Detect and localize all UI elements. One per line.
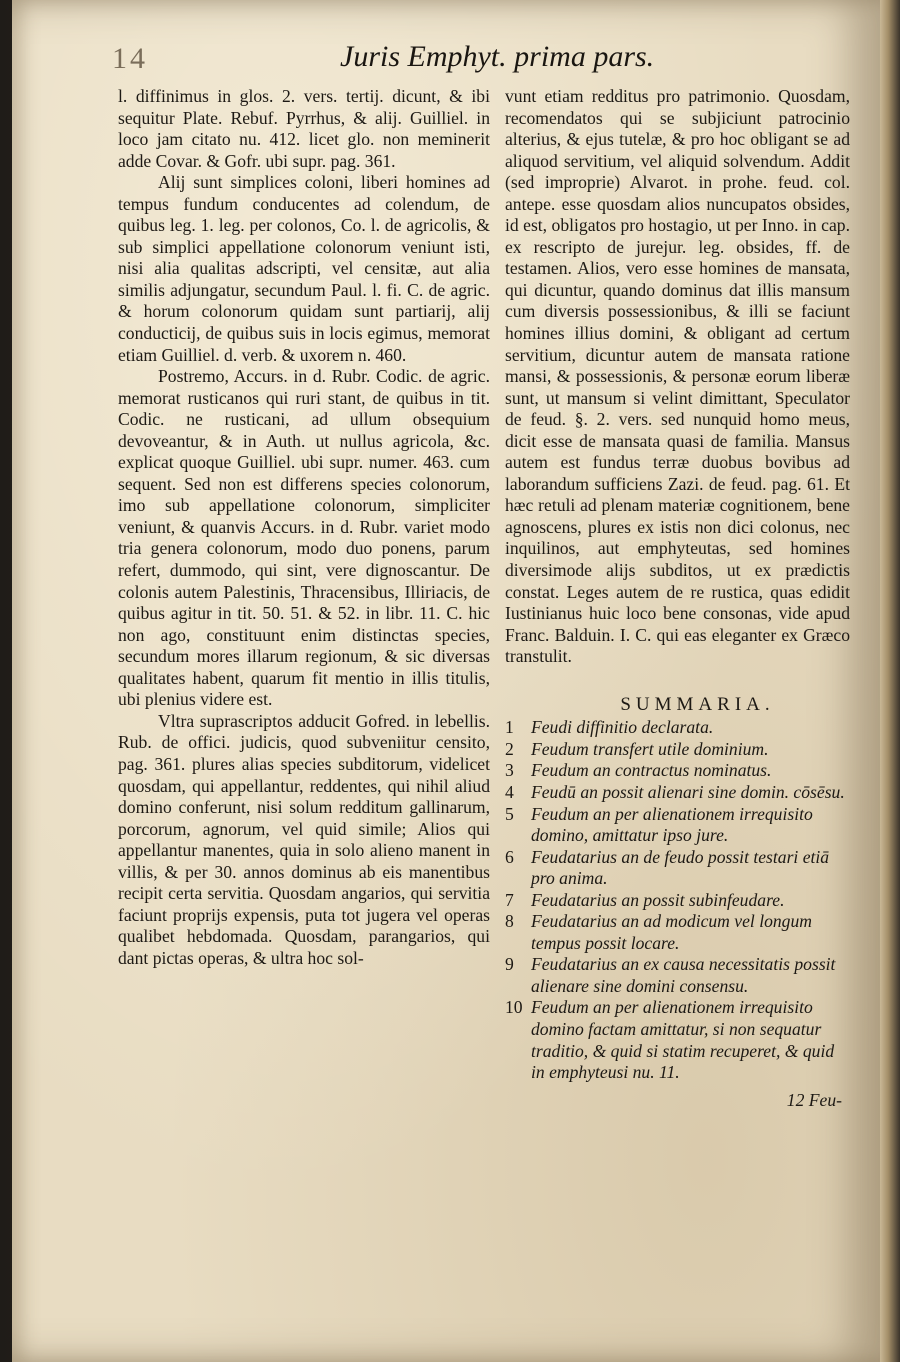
paragraph: Alij sunt simplices coloni, liberi homines ad tempus fundum conducentes ad colendum, de quibus leg. 1. leg. per colonos, Co. l. de agricolis, & sub simplici appellatione colonorum veniunt isti, nisi alia qualitas adscripti, vel censitæ, aut alia similis adjungatur, secundum Paul. l. fi. C. de agric. & horum colonorum quidam sunt partiarij, alij conducticij, de quibus suis in locis egimus, memorat etiam Guilliel. d. verb. & uxorem n. 460. — [118, 172, 490, 365]
summaria-number: 5 — [505, 803, 514, 824]
summaria-text: Feudatarius an possit subinfeudare. — [531, 889, 785, 910]
summaria-text: Feudum an contractus nominatus. — [531, 760, 772, 781]
summaria-list — [505, 717, 850, 1083]
right-column — [505, 86, 850, 1111]
summaria-item — [505, 804, 850, 847]
summaria-number: 10 — [505, 997, 523, 1018]
summaria-item — [505, 739, 850, 761]
summaria-item — [505, 717, 850, 739]
summaria-text: Feudatarius an ad modicum vel longum tempus possit locare. — [531, 911, 812, 953]
summaria-text: Feudum an per alienationem irrequisito domino, amittatur ipso jure. — [531, 803, 813, 846]
paragraph: l. diffinimus in glos. 2. vers. tertij. dicunt, & ibi sequitur Plate. Rebuf. Pyrrhus, & alij. Guilliel. in loco jam citato nu. 412. licet glo. non meminerit adde Covar. & Gofr. ubi supr. pag. 361. — [118, 86, 490, 171]
page-edge — [880, 0, 900, 1362]
summaria-text: Feudum transfert utile dominium. — [531, 738, 769, 759]
summaria-number: 6 — [505, 846, 514, 867]
running-head: Juris Emphyt. prima pars. — [340, 40, 655, 73]
summaria-text: Feudatarius an ex causa necessitatis possit alienare sine domini consensu. — [531, 954, 836, 996]
summaria-heading: SUMMARIA. — [620, 693, 775, 715]
summaria-number: 1 — [505, 717, 514, 738]
summaria-number: 7 — [505, 889, 514, 910]
paragraph: Vltra suprascriptos adducit Gofred. in lebellis. Rub. de offici. judicis, quod subveniitur censito, pag. 361. plures alias species subditorum, videlicet quosdam, qui appellantur, reddentes, qui nihil aliud domino conferunt, nisi solum redditum gallinarum, porcorum, agnorum, vel quid simile; Alios qui appellantur manentes, quia in solo alieno manent in villis, & per 30. annos dominus ab eis manentibus recipit certa servitia. Quosdam angarios, qui servitia faciunt proprijs expensis, puta tot jugera vel operas qualibet hebdomada. Quosdam, parangarios, qui dant pictas operas, & ultra hoc sol- — [118, 710, 490, 968]
summaria-item — [505, 954, 850, 997]
catchword: 12 Feu- — [786, 1089, 842, 1110]
page-number: 14 — [112, 42, 148, 75]
summaria-number: 4 — [505, 781, 514, 802]
summaria-item — [505, 890, 850, 912]
summaria-text: Feudum an per alienationem irrequisito domino factam amittatur, si non sequatur traditio, & quid si statim recuperet, & quid in emphyteusi nu. 11. — [531, 997, 835, 1083]
summaria-text: Feudi diffinitio declarata. — [531, 717, 714, 738]
paragraph: vunt etiam redditus pro patrimonio. Quosdam, recomendatos qui se subjiciunt patrocinio alterius, & ejus tutelæ, & pro hoc obligant se ad aliquod servitium, vel aliquid solvendum. Addit (sed improprie) Alvarot. in prohe. feud. col. antepe. esse quosdam alios nuncupatos obsides, id est, obligatos pro hostagio, ut per Inno. in cap. ex rescripto de jurejur. leg. obsides, ff. de testamen. Alios, vero esse homines de mansata, qui dicuntur, quando dominus dat illis mansum cum diversis possessionibus, & illi se faciunt homines illius domini, & obligant ad certum servitium, dicuntur autem de mansata ratione mansi, & possessionis, & personæ eorum liberæ sunt, ut mansum si velint dimittant, Speculator de feud. §. 2. vers. sed nunquid homo meus, dicit esse de mansata quasi de familia. Mansus autem est fundus terræ duobus bovibus ad laborandum sufficiens Zazi. de feud. pag. 61. Et hæc retuli ad plenam materiæ cognitionem, bene agnoscens, plures ex istis non dici colonus, nec inquilinos, aut emphyteutas, sed homines diversimode alijs subditos, ut ex prædictis constat. Leges autem de re rustica, quas edidit Iustinianus huic loco bene consonas, vide apud Franc. Balduin. I. C. qui eas eleganter ex Græco transtulit. — [505, 86, 850, 667]
summaria-number: 8 — [505, 911, 514, 932]
left-column — [118, 86, 490, 969]
summaria-number: 9 — [505, 954, 514, 975]
summaria-text: Feudatarius an de feudo possit testari etiā pro anima. — [531, 846, 830, 889]
summaria-item — [505, 911, 850, 954]
summaria-item — [505, 782, 850, 804]
summaria-number: 2 — [505, 738, 514, 759]
paragraph: Postremo, Accurs. in d. Rubr. Codic. de agric. memorat rusticanos qui ruri stant, de quibus in tit. Codic. ne rusticani, ad ullum obsequium devoveantur, & in Auth. ut nullus agricola, &c. explicat quoque Guilliel. ubi supr. numer. 463. cum sequent. Sed non est differens species colonorum, imo sub appellatione colonorum, simpliciter veniunt, & quanvis Accurs. in d. Rubr. variet modo tria genera colonorum, modo duo ponens, parum refert, dummodo, qui sint, vere dignoscantur. De colonis autem Palestinis, Thracensibus, Illiriacis, de quibus agitur in tit. 50. 51. & 52. in libr. 11. C. hic non ago, constituunt enim distinctas species, secundum mores illarum regionum, & sic diversas qualitates habent, quarum fit mentio in illis titulis, ubi plenius videre est. — [118, 366, 490, 710]
summaria-number: 3 — [505, 760, 514, 781]
summaria-text: Feudū an possit alienari sine domin. cōsēsu. — [531, 781, 845, 802]
summaria-item — [505, 760, 850, 782]
summaria-item — [505, 847, 850, 890]
summaria-item — [505, 997, 850, 1083]
